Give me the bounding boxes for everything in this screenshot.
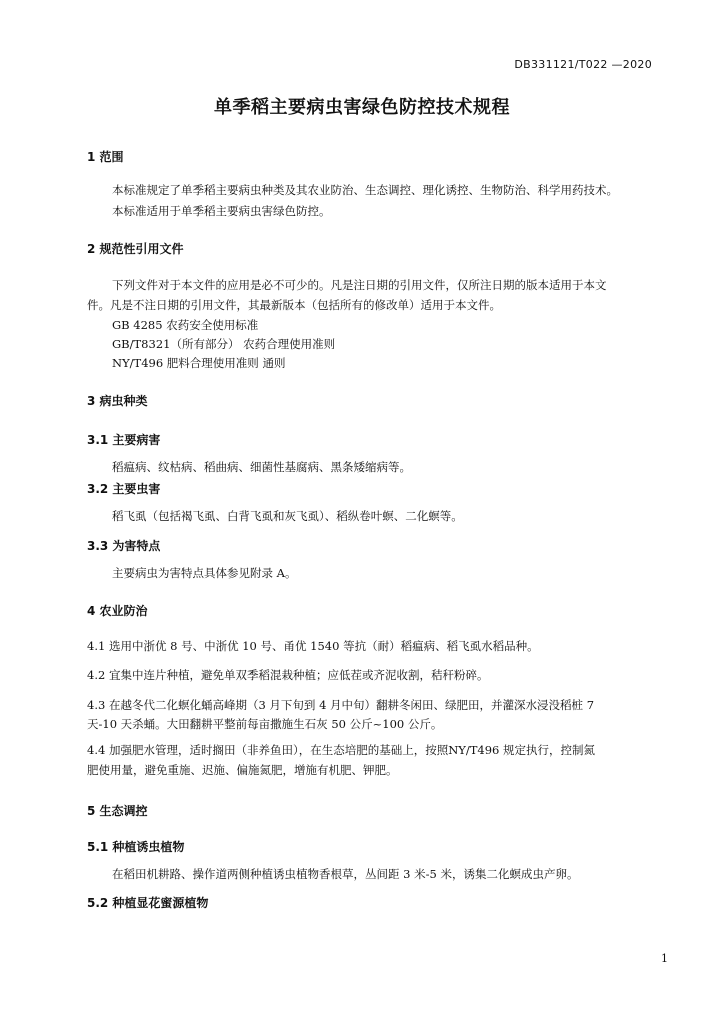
section-3-2-heading: 3.2 主要虫害 xyxy=(87,482,161,496)
section-1-paragraph-1: 本标准规定了单季稻主要病虫种类及其农业防治、生态调控、理化诱控、生物防治、科学用药技术。 xyxy=(112,183,618,197)
section-2-heading: 2 规范性引用文件 xyxy=(87,242,184,256)
section-4-3-text-line-1: 4.3 在越冬代二化螟化蛹高峰期（3 月下旬到 4 月中旬）翻耕冬闲田、绿肥田，并灌深水浸没稻桩 7 xyxy=(87,698,595,712)
reference-item: GB 4285 农药安全使用标准 xyxy=(112,318,259,332)
section-3-1-heading: 3.1 主要病害 xyxy=(87,433,161,447)
section-5-2-heading: 5.2 种植显花蜜源植物 xyxy=(87,896,209,910)
section-3-2-text: 稻飞虱（包括褐飞虱、白背飞虱和灰飞虱）、稻纵卷叶螟、二化螟等。 xyxy=(112,509,463,523)
section-4-1-text: 4.1 选用中浙优 8 号、中浙优 10 号、甬优 1540 等抗（耐）稻瘟病、稻飞虱水稻品种。 xyxy=(87,639,539,653)
section-1-heading: 1 范围 xyxy=(87,150,124,164)
section-2-paragraph-line-1: 下列文件对于本文件的应用是必不可少的。凡是注日期的引用文件，仅所注日期的版本适用于本文 xyxy=(112,278,607,292)
document-title: 单季稻主要病虫害绿色防控技术规程 xyxy=(214,97,510,118)
section-1-paragraph-2: 本标准适用于单季稻主要病虫害绿色防控。 xyxy=(112,204,331,218)
standard-code: DB331121/T022 —2020 xyxy=(514,58,652,71)
reference-item: GB/T8321（所有部分） 农药合理使用准则 xyxy=(112,337,336,351)
section-3-3-heading: 3.3 为害特点 xyxy=(87,539,161,553)
section-3-3-text: 主要病虫为害特点具体参见附录 A。 xyxy=(112,566,297,580)
page-number: 1 xyxy=(661,952,668,965)
section-4-3-text-line-2: 天-10 天杀蛹。大田翻耕平整前每亩撒施生石灰 50 公斤~100 公斤。 xyxy=(87,717,443,731)
section-4-heading: 4 农业防治 xyxy=(87,604,148,618)
reference-item: NY/T496 肥料合理使用准则 通则 xyxy=(112,356,286,370)
section-5-1-heading: 5.1 种植诱虫植物 xyxy=(87,840,185,854)
section-5-heading: 5 生态调控 xyxy=(87,804,148,818)
section-5-1-text: 在稻田机耕路、操作道两侧种植诱虫植物香根草，丛间距 3 米-5 米，诱集二化螟成虫产卵。 xyxy=(112,867,579,881)
section-4-4-text-line-1: 4.4 加强肥水管理，适时搁田（非养鱼田），在生态培肥的基础上，按照NY/T496 规定执行，控制氮 xyxy=(87,743,595,757)
section-4-4-text-line-2: 肥使用量，避免重施、迟施、偏施氮肥，增施有机肥、钾肥。 xyxy=(87,763,398,777)
section-3-1-text: 稻瘟病、纹枯病、稻曲病、细菌性基腐病、黑条矮缩病等。 xyxy=(112,460,411,474)
section-2-paragraph-line-2: 件。凡是不注日期的引用文件，其最新版本（包括所有的修改单）适用于本文件。 xyxy=(87,298,501,312)
section-4-2-text: 4.2 宜集中连片种植，避免单双季稻混栽种植；应低茬或齐泥收割，秸秆粉碎。 xyxy=(87,668,489,682)
section-3-heading: 3 病虫种类 xyxy=(87,394,148,408)
